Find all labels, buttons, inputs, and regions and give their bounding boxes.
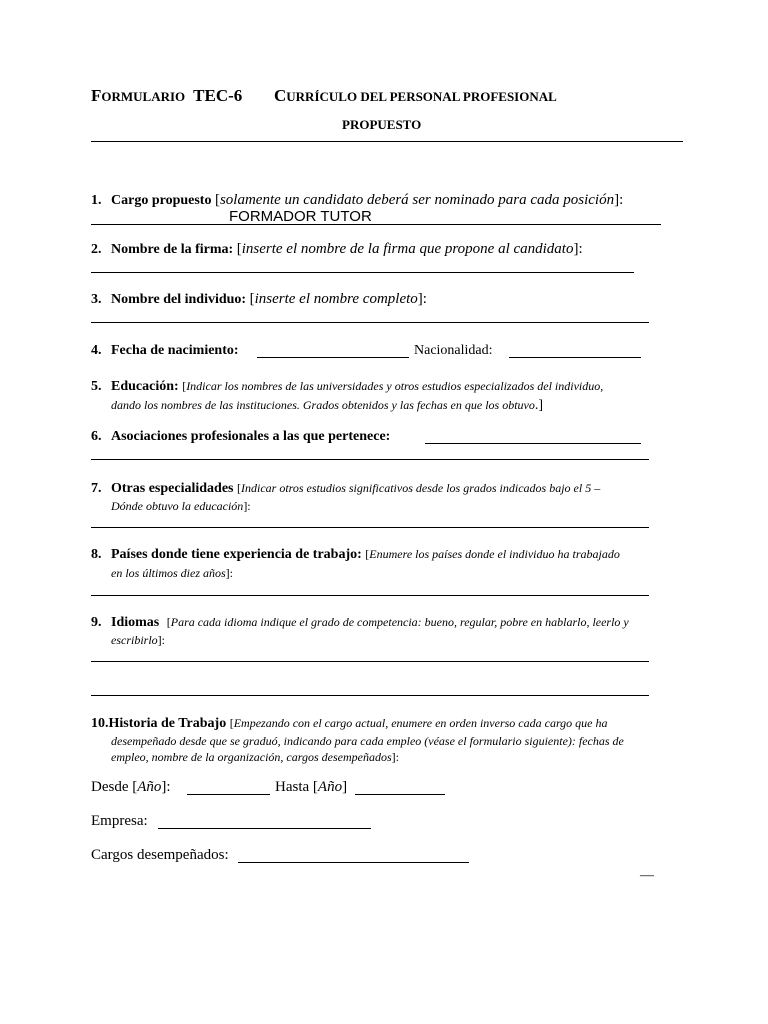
item-8: 8. Países donde tiene experiencia de trabajo: [Enumere los países donde el individuo ha trabajado <box>91 547 620 562</box>
item-4-number: 4. <box>91 343 102 358</box>
item-2-bracket: [ <box>236 241 242 257</box>
cargos-field[interactable] <box>238 862 469 863</box>
item-1-close: ]: <box>614 192 624 208</box>
desde-field[interactable] <box>187 794 270 795</box>
item-2-close: ]: <box>573 241 583 257</box>
hasta-close: ] <box>342 779 348 795</box>
item-8-hint-line2 <box>111 566 233 581</box>
item-10: 10.Historia de Trabajo [Empezando con el cargo actual, enumere en orden inverso cada cargo que ha <box>91 716 608 731</box>
page-mark: — <box>640 868 654 883</box>
item-10-number: 10. <box>91 716 109 731</box>
item-9-field-line-2[interactable] <box>91 695 649 696</box>
form-letter: F <box>91 86 102 105</box>
item-9: 9. Idiomas [Para cada idioma indique el grado de competencia: bueno, regular, pobre en hablarlo, leerlo y <box>91 615 629 630</box>
form-rest: ORMULARIO <box>101 89 186 104</box>
hasta-field[interactable] <box>355 794 445 795</box>
birth-date-field[interactable] <box>257 357 409 358</box>
item-1 <box>91 192 623 209</box>
form-code: TEC-6 <box>193 86 243 105</box>
page-title <box>274 86 557 106</box>
item-2-label: Nombre de la firma: <box>111 242 234 257</box>
item-1-field-line[interactable] <box>91 224 661 225</box>
item-3 <box>91 291 427 308</box>
ano-1: Año <box>137 779 162 795</box>
item-9-number: 9. <box>91 615 102 630</box>
item-9-field-line-1[interactable] <box>91 661 649 662</box>
item-1-value[interactable]: FORMADOR TUTOR <box>229 208 372 225</box>
item-2-number: 2. <box>91 242 102 257</box>
item-3-field-line[interactable] <box>91 322 649 323</box>
item-8-number: 8. <box>91 547 102 562</box>
item-8-hint-b: en los últimos diez años <box>111 566 226 580</box>
item-3-bracket: [ <box>249 291 255 307</box>
item-7-hint-b: Dónde obtuvo la educación <box>111 499 244 513</box>
item-6-field-b[interactable] <box>91 459 649 460</box>
item-2-field-line[interactable] <box>91 272 634 273</box>
title-rest: URRÍCULO DEL PERSONAL PROFESIONAL <box>286 89 557 104</box>
item-7-label: Otras especialidades <box>111 481 234 496</box>
item-3-label: Nombre del individuo: <box>111 292 247 307</box>
desde-close: ]: <box>161 779 171 795</box>
item-8-close: ]: <box>225 566 234 580</box>
item-10-hint-b: desempeñado desde que se graduó, indicando para cada empleo (véase el formulario siguiente): fechas de <box>111 734 624 748</box>
header-rule <box>91 141 683 142</box>
item-5-close: .] <box>534 398 544 413</box>
item-6-field-a[interactable] <box>425 443 641 444</box>
item-6 <box>91 429 390 445</box>
item-9-close: ]: <box>157 633 166 647</box>
hasta-label: Hasta [ <box>275 779 318 795</box>
item-9-hint-a: Para cada idioma indique el grado de competencia: bueno, regular, pobre en hablarlo, leerlo y <box>170 615 629 629</box>
title-letter: C <box>274 86 287 105</box>
item-9-label: Idiomas <box>111 615 160 630</box>
empresa-label: Empresa: <box>91 813 148 829</box>
item-8-label: Países donde tiene experiencia de trabajo: <box>111 547 362 562</box>
item-8-hint-a: Enumere los países donde el individuo ha trabajado <box>369 547 620 561</box>
item-9-hint-b: escribirlo <box>111 633 158 647</box>
item-9-hint-line2 <box>111 633 165 648</box>
item-2 <box>91 241 583 258</box>
item-7-field-line[interactable] <box>91 527 649 528</box>
item-4 <box>91 343 239 359</box>
item-5-label: Educación: <box>111 379 179 394</box>
item-6-number: 6. <box>91 429 102 444</box>
item-5-number: 5. <box>91 379 102 394</box>
nationality-field[interactable] <box>509 357 641 358</box>
item-7-number: 7. <box>91 481 102 496</box>
item-10-hint-a: Empezando con el cargo actual, enumere en orden inverso cada cargo que ha <box>233 716 608 730</box>
item-3-hint: inserte el nombre completo <box>254 291 418 307</box>
desde-row <box>91 779 171 796</box>
item-7: 7. Otras especialidades [Indicar otros estudios significativos desde los grados indicados bajo el 5 – <box>91 481 601 496</box>
item-3-close: ]: <box>417 291 427 307</box>
item-5-hint-b: dando los nombres de las instituciones. Grados obtenidos y las fechas en que los obtuvo <box>111 398 535 412</box>
item-4-label: Fecha de nacimiento: <box>111 343 239 358</box>
item-10-close: ]: <box>391 750 399 764</box>
item-1-bracket: [ <box>214 192 220 208</box>
item-5-hint-line2 <box>111 398 543 414</box>
item-7-hint-line2 <box>111 499 251 514</box>
desde-label: Desde [ <box>91 779 138 795</box>
form-label <box>91 86 242 106</box>
ano-2: Año <box>317 779 343 795</box>
empresa-field[interactable] <box>158 828 371 829</box>
hasta-row <box>275 779 347 796</box>
item-1-label: Cargo propuesto <box>111 193 212 208</box>
page-subtitle: PROPUESTO <box>342 117 422 132</box>
item-10-label: Historia de Trabajo <box>108 716 227 731</box>
item-7-hint-a: Indicar otros estudios significativos desde los grados indicados bajo el 5 – <box>241 481 601 495</box>
item-7-close: ]: <box>243 499 251 513</box>
item-1-number: 1. <box>91 193 102 208</box>
item-1-hint: solamente un candidato deberá ser nominado para cada posición <box>219 192 615 208</box>
item-2-hint: inserte el nombre de la firma que propone al candidato <box>241 241 574 257</box>
item-6-label: Asociaciones profesionales a las que pertenece: <box>111 429 391 444</box>
item-5: 5. Educación: [Indicar los nombres de las universidades y otros estudios especializados del individuo, <box>91 379 604 394</box>
item-3-number: 3. <box>91 292 102 307</box>
item-10-hint-line3 <box>111 750 399 765</box>
item-5-hint-a: Indicar los nombres de las universidades y otros estudios especializados del individuo, <box>186 379 604 393</box>
item-8-field-line[interactable] <box>91 595 649 596</box>
nationality-label: Nacionalidad: <box>414 343 493 358</box>
item-10-hint-c: empleo, nombre de la organización, cargos desempeñados <box>111 750 392 764</box>
cargos-label: Cargos desempeñados: <box>91 847 229 863</box>
